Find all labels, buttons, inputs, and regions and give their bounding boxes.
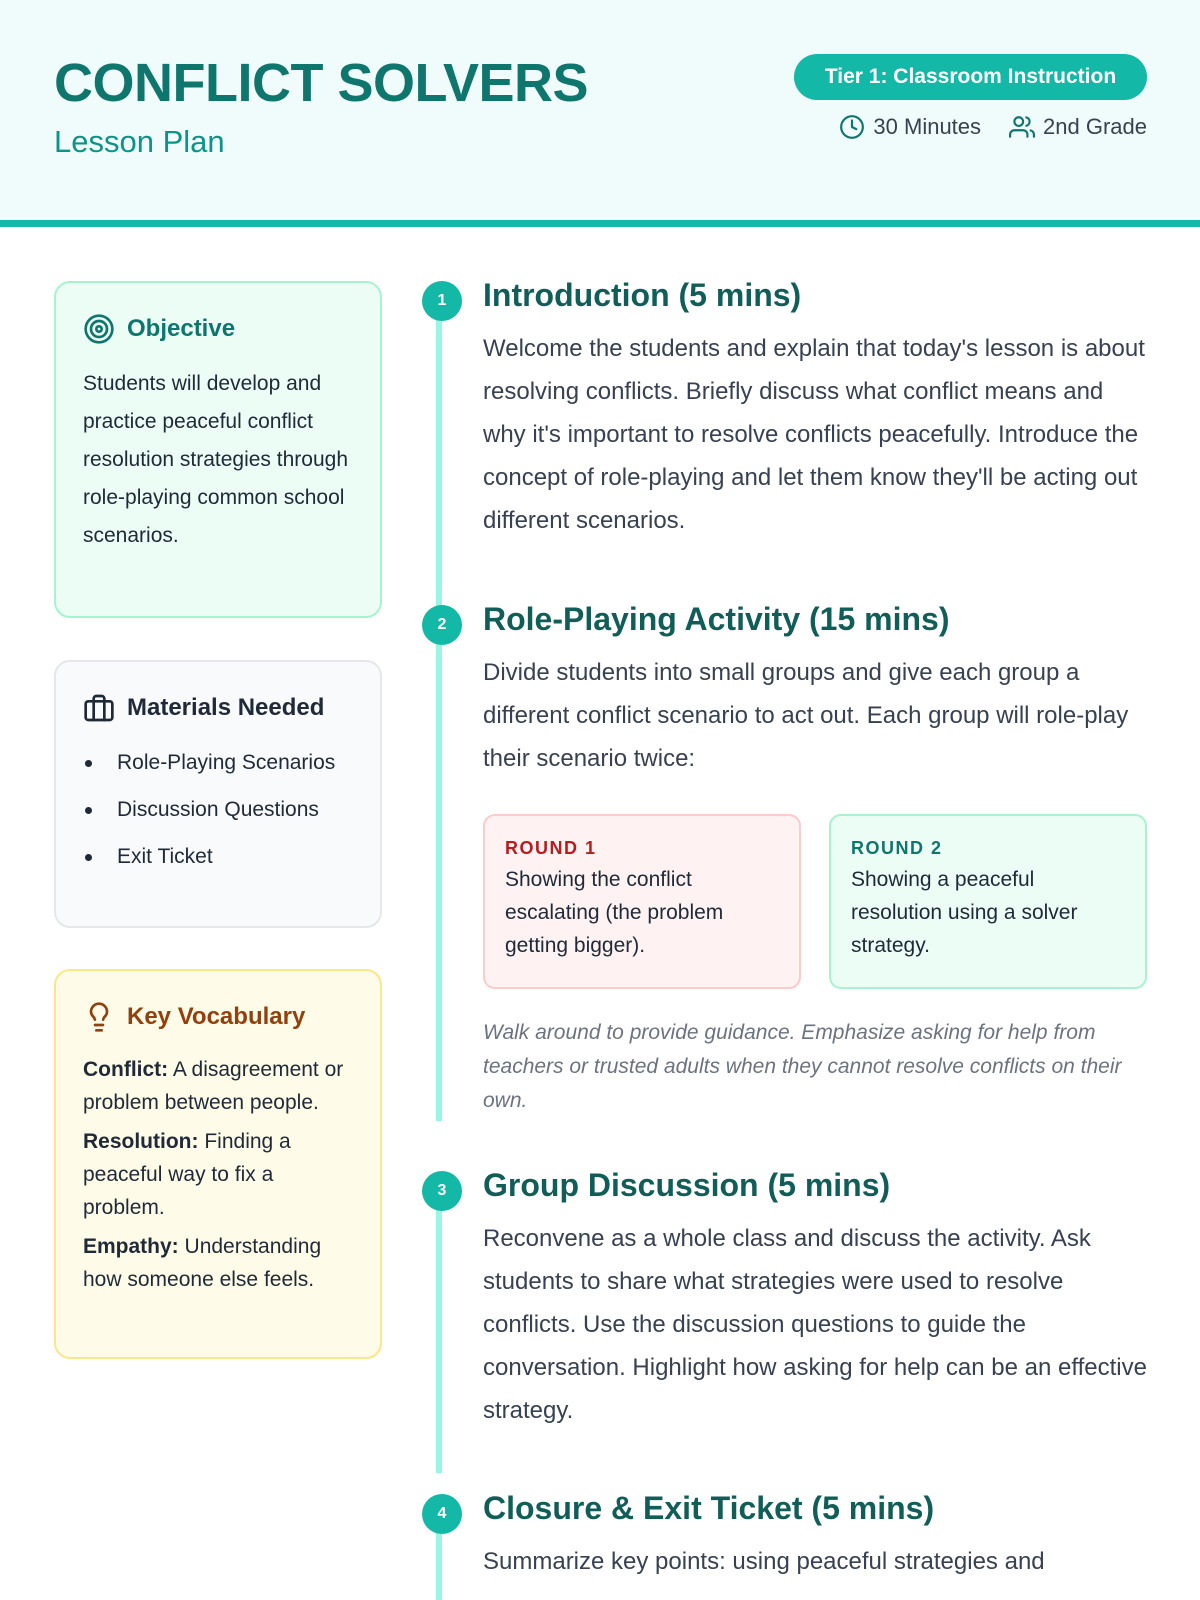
header-divider <box>0 220 1200 227</box>
objective-title: Objective <box>127 315 236 342</box>
vocabulary-term: Empathy: <box>83 1235 179 1258</box>
step-title: Closure & Exit Ticket (5 mins) <box>483 1490 935 1526</box>
page-title: CONFLICT SOLVERS <box>54 53 589 113</box>
round-label: ROUND 2 <box>851 838 943 858</box>
target-icon <box>83 313 115 345</box>
vocabulary-item <box>83 1125 359 1224</box>
list-item: Discussion Questions <box>83 793 363 826</box>
step-number: 3 <box>422 1171 462 1211</box>
materials-list <box>83 746 363 887</box>
vocabulary-definition: Finding a peaceful way to fix a problem. <box>83 1130 291 1219</box>
vocabulary-term: Conflict: <box>83 1058 169 1081</box>
grade-meta <box>1009 114 1147 140</box>
step-title: Group Discussion (5 mins) <box>483 1167 891 1203</box>
vocabulary-list <box>83 1053 359 1302</box>
round-2-card <box>829 814 1147 989</box>
vocabulary-card <box>54 969 382 1359</box>
lesson-meta <box>839 114 1147 140</box>
tier-badge: Tier 1: Classroom Instruction <box>794 54 1147 100</box>
step-body: Welcome the students and explain that today's lesson is about resolving conflicts. Briefly discuss what conflict means and why it's important to resolve conflicts peacefully. Introduce the concept of role-playing and let them know they'll be acting out different scenarios. <box>483 335 1145 534</box>
step-number: 1 <box>422 281 462 321</box>
objective-text: Students will develop and practice peaceful conflict resolution strategies through role-playing common school scenarios. <box>83 372 348 547</box>
vocabulary-definition: Understanding how someone else feels. <box>83 1235 322 1291</box>
timeline-line <box>436 639 442 1121</box>
header <box>0 0 1200 220</box>
vocabulary-term: Resolution: <box>83 1130 199 1153</box>
grade-text: 2nd Grade <box>1043 114 1147 139</box>
step-title: Role-Playing Activity (15 mins) <box>483 601 950 637</box>
timeline-line <box>436 1205 442 1473</box>
step-number: 4 <box>422 1494 462 1534</box>
guidance-note: Walk around to provide guidance. Emphasize asking for help from teachers or trusted adults when they cannot resolve conflicts on their own. <box>483 1021 1122 1112</box>
objective-card <box>54 281 382 618</box>
step-title: Introduction (5 mins) <box>483 277 802 313</box>
step-body: Divide students into small groups and give each group a different conflict scenario to act out. Each group will role-play their scenario twice: <box>483 659 1129 772</box>
round-text: Showing the conflict escalating (the problem getting bigger). <box>505 868 724 957</box>
materials-card <box>54 660 382 928</box>
round-label: ROUND 1 <box>505 838 597 858</box>
round-text: Showing a peaceful resolution using a solver strategy. <box>851 868 1078 957</box>
duration-text: 30 Minutes <box>873 114 982 139</box>
timeline-line <box>436 1528 442 1600</box>
step-body: Summarize key points: using peaceful strategies and <box>483 1548 1045 1575</box>
vocabulary-header <box>83 1001 305 1033</box>
list-item: Exit Ticket <box>83 840 363 873</box>
clock-icon <box>839 114 865 140</box>
materials-title: Materials Needed <box>127 694 325 721</box>
briefcase-icon <box>83 692 115 724</box>
users-icon <box>1009 114 1035 140</box>
step-number: 2 <box>422 605 462 645</box>
vocabulary-definition: A disagreement or problem between people. <box>83 1058 344 1114</box>
round-1-card <box>483 814 801 989</box>
vocabulary-title: Key Vocabulary <box>127 1003 306 1030</box>
vocabulary-item <box>83 1053 359 1119</box>
lightbulb-icon <box>83 1001 115 1033</box>
materials-header <box>83 692 324 724</box>
vocabulary-item <box>83 1230 359 1296</box>
step-body: Reconvene as a whole class and discuss the activity. Ask students to share what strategies were used to resolve conflicts. Use the discussion questions to guide the conversation. Highlight how asking for help can be an effective strategy. <box>483 1225 1147 1424</box>
duration-meta <box>839 114 981 140</box>
list-item: Role-Playing Scenarios <box>83 746 363 779</box>
objective-header <box>83 313 235 345</box>
page-subtitle: Lesson Plan <box>54 124 225 159</box>
